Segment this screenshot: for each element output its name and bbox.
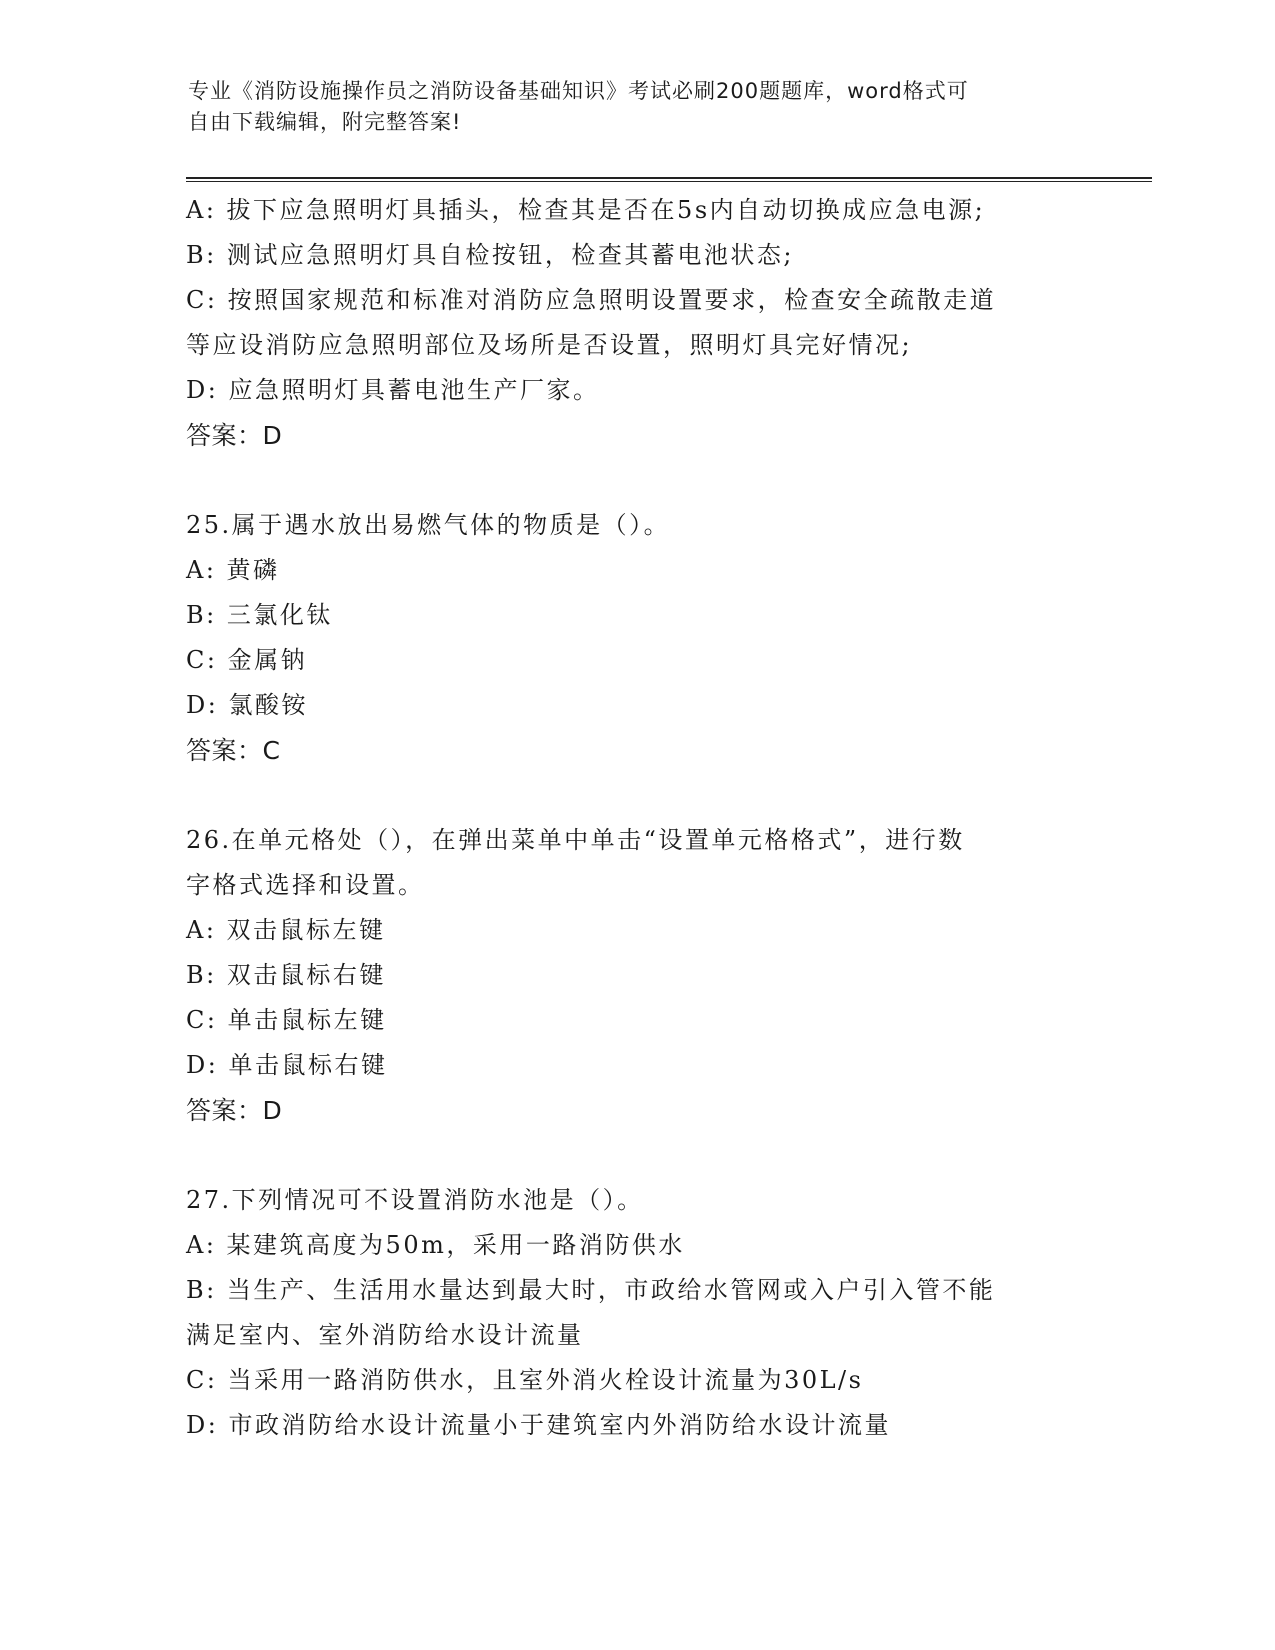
answer: 答案：D bbox=[186, 421, 283, 450]
question-stem-continued: 字格式选择和设置。 bbox=[186, 871, 425, 899]
option-b-continued: 满足室内、室外消防给水设计流量 bbox=[186, 1321, 584, 1349]
question-25 bbox=[186, 503, 1086, 774]
question-stem: 27.下列情况可不设置消防水池是（）。 bbox=[186, 1186, 644, 1214]
option-c: C: 金属钠 bbox=[186, 646, 308, 674]
answer: 答案：D bbox=[186, 1096, 283, 1125]
document-header bbox=[188, 76, 1068, 138]
question-list bbox=[186, 188, 1086, 1448]
option-c: C: 当采用一路消防供水，且室外消火栓设计流量为30L/s bbox=[186, 1366, 864, 1394]
option-a: A: 双击鼠标左键 bbox=[186, 916, 386, 944]
option-b: B: 当生产、生活用水量达到最大时，市政给水管网或入户引入管不能 bbox=[186, 1276, 996, 1304]
question-stem: 25.属于遇水放出易燃气体的物质是（）。 bbox=[186, 511, 671, 539]
question-27 bbox=[186, 1178, 1086, 1448]
option-b: B: 测试应急照明灯具自检按钮，检查其蓄电池状态; bbox=[186, 241, 794, 269]
question-stem: 26.在单元格处（），在弹出菜单中单击“设置单元格格式”，进行数 bbox=[186, 826, 965, 854]
question-26 bbox=[186, 818, 1086, 1134]
header-line-1: 专业《消防设施操作员之消防设备基础知识》考试必刷200题题库，word格式可 bbox=[188, 79, 969, 103]
option-c: C: 单击鼠标左键 bbox=[186, 1006, 387, 1034]
option-d: D: 应急照明灯具蓄电池生产厂家。 bbox=[186, 376, 600, 404]
option-c-continued: 等应设消防应急照明部位及场所是否设置，照明灯具完好情况; bbox=[186, 331, 913, 359]
header-line-2: 自由下载编辑，附完整答案! bbox=[188, 110, 462, 134]
option-b: B: 双击鼠标右键 bbox=[186, 961, 386, 989]
option-a: A: 某建筑高度为50m，采用一路消防供水 bbox=[186, 1231, 685, 1259]
header-divider bbox=[186, 177, 1152, 182]
option-a: A: 拔下应急照明灯具插头，检查其是否在5s内自动切换成应急电源; bbox=[186, 196, 986, 224]
question-24 bbox=[186, 188, 1086, 459]
option-d: D: 市政消防给水设计流量小于建筑室内外消防给水设计流量 bbox=[186, 1411, 891, 1439]
option-d: D: 单击鼠标右键 bbox=[186, 1051, 388, 1079]
answer: 答案：C bbox=[186, 736, 281, 765]
option-d: D: 氯酸铵 bbox=[186, 691, 308, 719]
option-b: B: 三氯化钛 bbox=[186, 601, 333, 629]
option-a: A: 黄磷 bbox=[186, 556, 280, 584]
option-c: C: 按照国家规范和标准对消防应急照明设置要求，检查安全疏散走道 bbox=[186, 286, 997, 314]
